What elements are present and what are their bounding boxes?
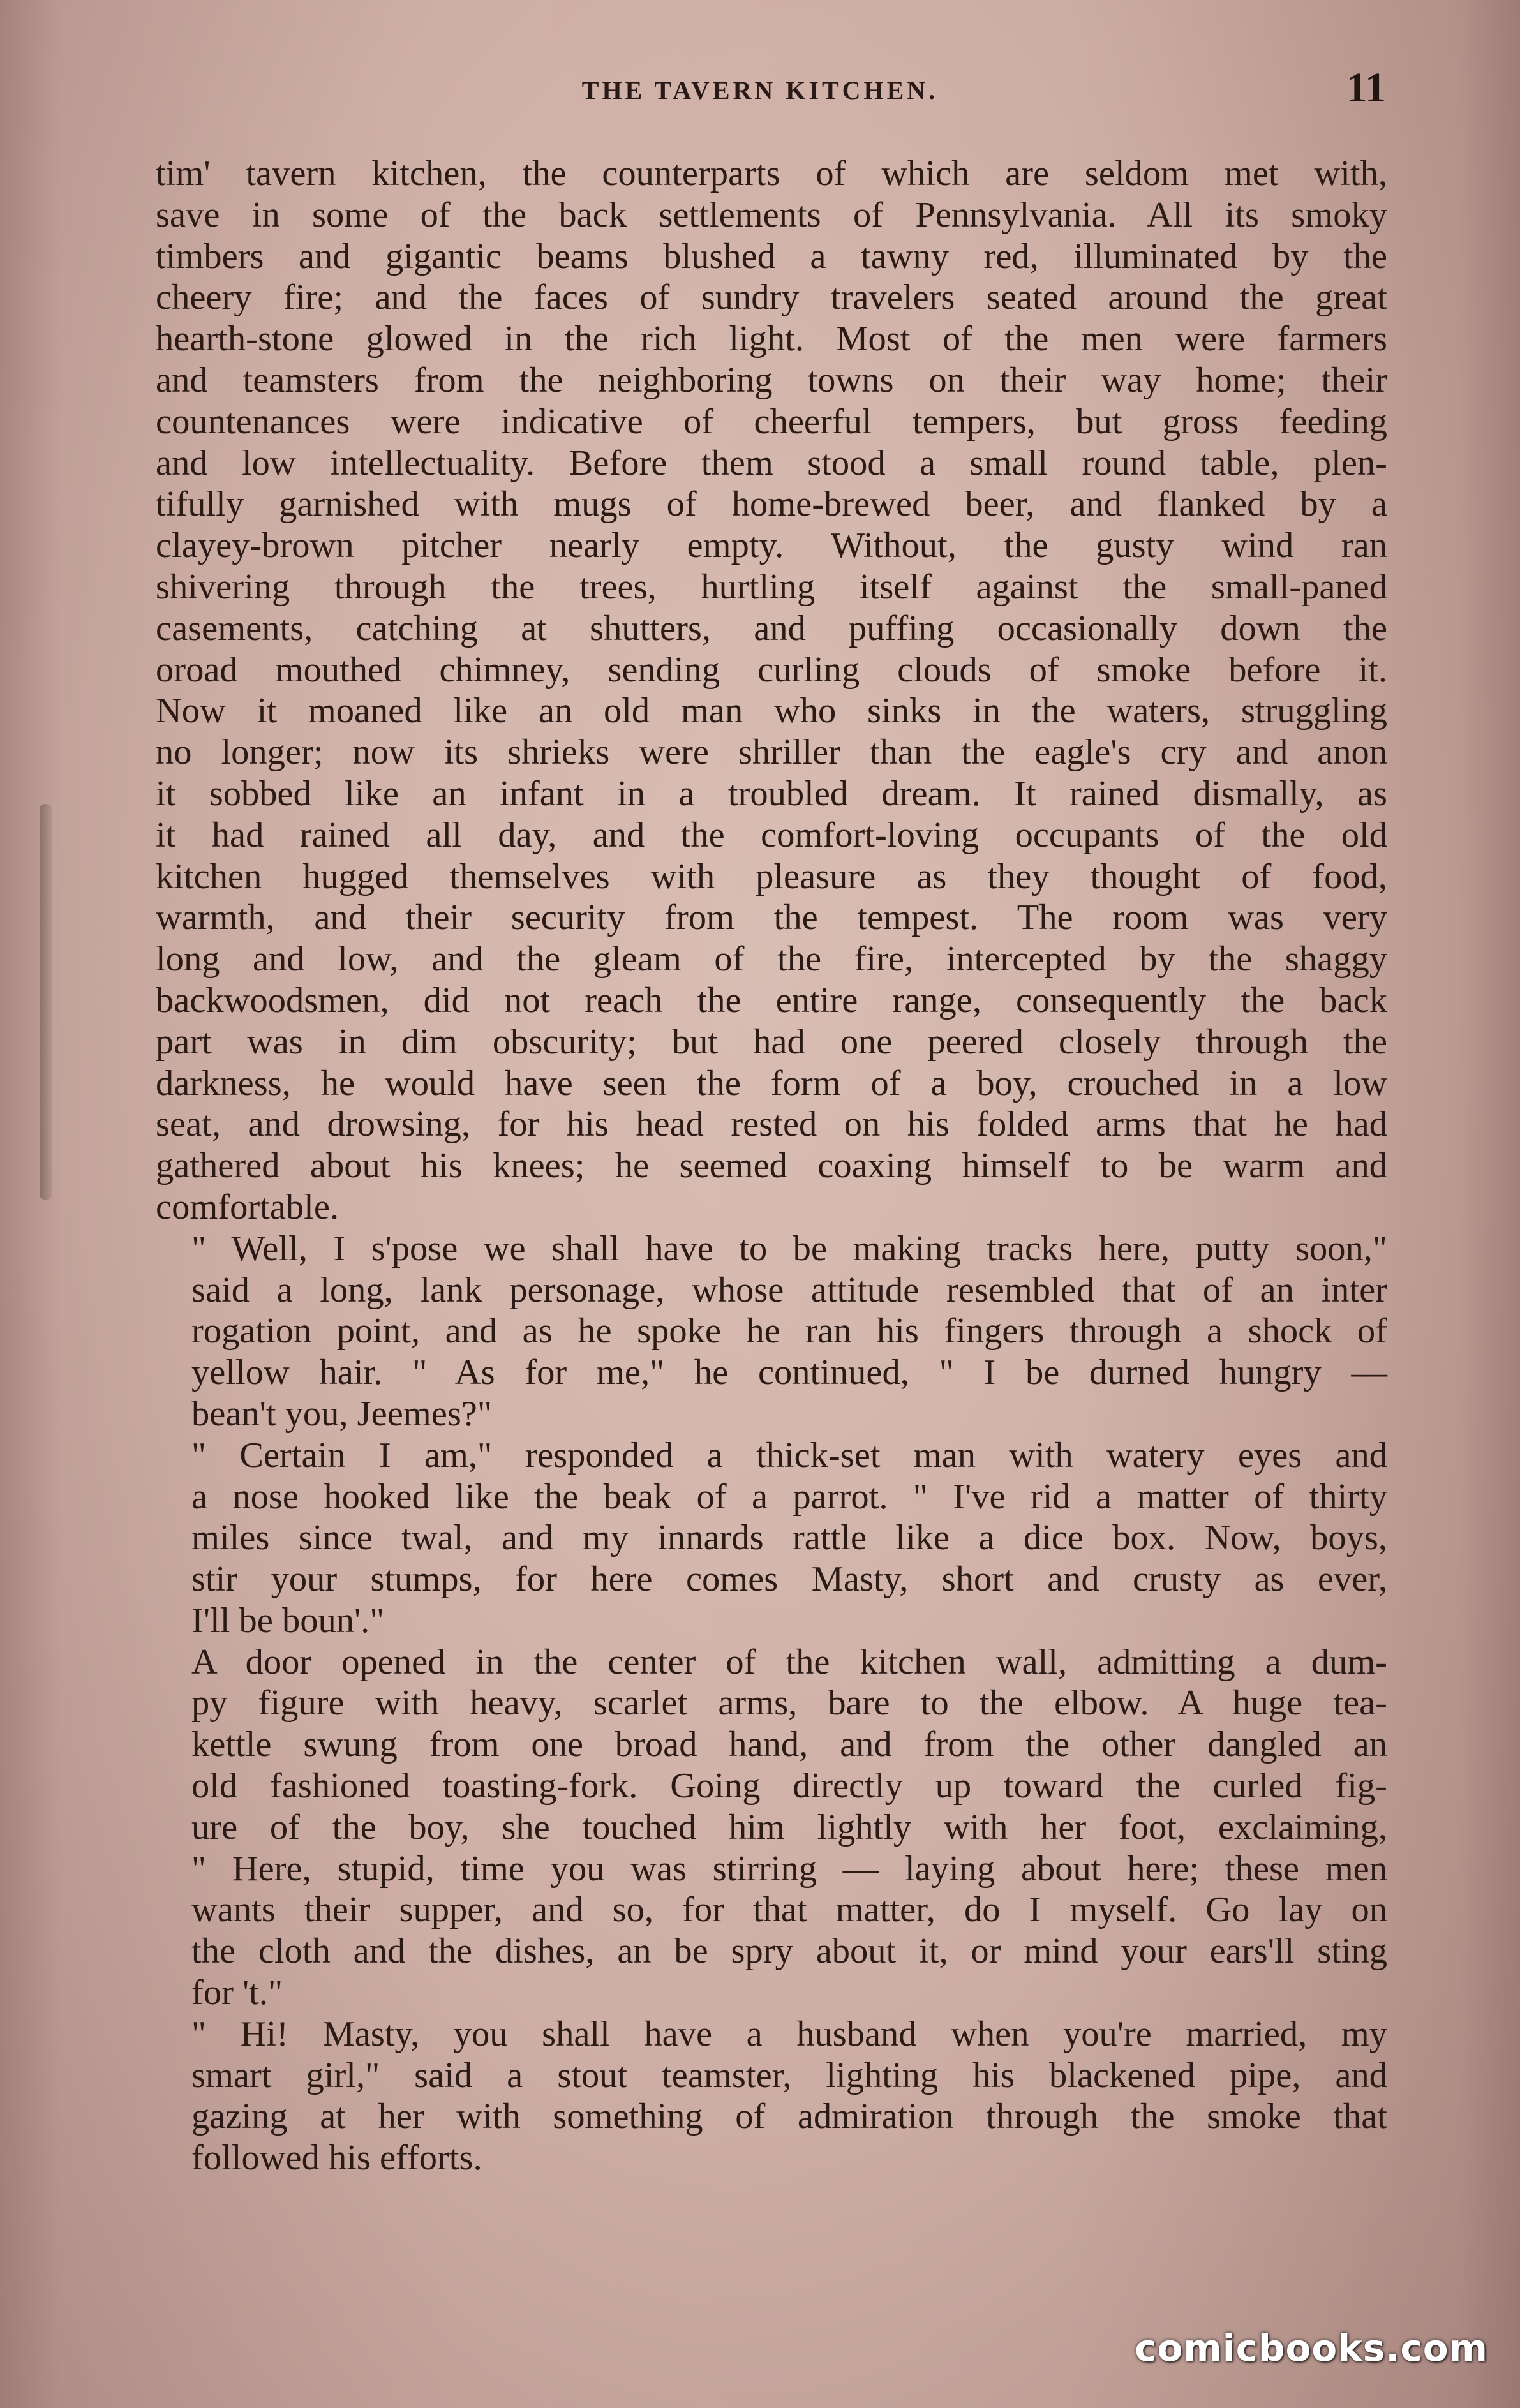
text-line: gazing at her with something of admiration through the smoke that [191,2097,1387,2137]
text-line: miles since twal, and my innards rattle like a dice box. Now, boys, [191,1518,1387,1558]
text-line: part was in dim obscurity; but had one peered closely through the [156,1022,1387,1062]
text-line: it sobbed like an infant in a troubled dream. It rained dismally, as [156,773,1387,814]
text-line: timbers and gigantic beams blushed a tawny red, illuminated by the [156,236,1387,276]
text-line: gathered about his knees; he seemed coaxing himself to be warm and [156,1146,1387,1186]
text-line: smart girl," said a stout teamster, lighting his blackened pipe, and [191,2055,1387,2095]
text-line: long and low, and the gleam of the fire, intercepted by the shaggy [156,939,1387,979]
text-line: " Hi! Masty, you shall have a husband when you're married, my [191,2014,1387,2054]
binding-edge [40,804,52,1200]
text-line: oroad mouthed chimney, sending curling clouds of smoke before it. [156,650,1387,690]
text-line: warmth, and their security from the tempest. The room was very [156,898,1387,938]
text-line: Now it moaned like an old man who sinks in the waters, struggling [156,691,1387,731]
text-line: A door opened in the center of the kitchen wall, admitting a dum- [191,1642,1387,1682]
text-line: hearth-stone glowed in the rich light. Most of the men were farmers [156,319,1387,359]
paragraph [156,2014,1387,2179]
text-line: tifully garnished with mugs of home-brewed beer, and flanked by a [156,484,1387,524]
text-line: rogation point, and as he spoke he ran his fingers through a shock of [191,1311,1387,1351]
text-line: shivering through the trees, hurtling itself against the small-paned [156,567,1387,607]
text-line: comfortable. [156,1187,339,1227]
text-line: py figure with heavy, scarlet arms, bare to the elbow. A huge tea- [191,1683,1387,1723]
text-line: a nose hooked like the beak of a parrot. " I've rid a matter of thirty [191,1476,1387,1517]
text-line: seat, and drowsing, for his head rested on his folded arms that he had [156,1104,1387,1145]
text-line: cheery fire; and the faces of sundry travelers seated around the great [156,278,1387,318]
text-line: followed his efforts. [191,2138,482,2178]
text-line: countenances were indicative of cheerful tempers, but gross feeding [156,401,1387,442]
text-line: save in some of the back settlements of Pennsylvania. All its smoky [156,195,1387,235]
text-line: bean't you, Jeemes?" [191,1394,492,1434]
text-line: no longer; now its shrieks were shriller than the eagle's cry and anon [156,732,1387,773]
text-line: " Certain I am," responded a thick-set man with watery eyes and [191,1435,1387,1475]
text-line: " Here, stupid, time you was stirring — laying about here; these men [191,1848,1387,1889]
text-line: for 't." [191,1973,283,2013]
running-title: THE TAVERN KITCHEN. [581,76,939,105]
watermark: comicbooks.com [1135,2326,1488,2370]
text-line: tim' tavern kitchen, the counterparts of which are seldom met with, [156,154,1387,193]
text-line: old fashioned toasting-fork. Going directly up toward the curled fig- [191,1766,1387,1806]
text-line: stir your stumps, for here comes Masty, short and crusty as ever, [191,1559,1387,1600]
text-line: casements, catching at shutters, and puffing occasionally down the [156,608,1387,648]
text-line: wants their supper, and so, for that matter, do I myself. Go lay on [191,1890,1387,1930]
text-line: the cloth and the dishes, an be spry about it, or mind your ears'll sting [191,1931,1387,1972]
text-line: kettle swung from one broad hand, and from the other dangled an [191,1725,1387,1765]
text-line: darkness, he would have seen the form of a boy, crouched in a low [156,1063,1387,1103]
paragraph [156,1642,1387,2014]
text-line: said a long, lank personage, whose attitude resembled that of an inter [191,1270,1387,1310]
text-line: kitchen hugged themselves with pleasure as they thought of food, [156,856,1387,896]
text-line: backwoodsmen, did not reach the entire range, consequently the back [156,980,1387,1020]
text-line: yellow hair. " As for me," he continued, " I be durned hungry — [191,1353,1387,1393]
text-line: I'll be boun'." [191,1600,385,1640]
text-line: clayey-brown pitcher nearly empty. Without, the gusty wind ran [156,526,1387,566]
text-line: and teamsters from the neighboring towns on their way home; their [156,360,1387,400]
text-line: ure of the boy, she touched him lightly with her foot, exclaiming, [191,1807,1387,1847]
body-text [156,153,1387,2179]
text-line: it had rained all day, and the comfort-loving occupants of the old [156,815,1387,855]
page-number: 11 [1346,64,1386,111]
paragraph [156,1435,1387,1642]
text-line: and low intellectuality. Before them stood a small round table, plen- [156,443,1387,483]
text-line: " Well, I s'pose we shall have to be making tracks here, putty soon," [191,1228,1387,1268]
paragraph [156,153,1387,1228]
paragraph [156,1228,1387,1435]
